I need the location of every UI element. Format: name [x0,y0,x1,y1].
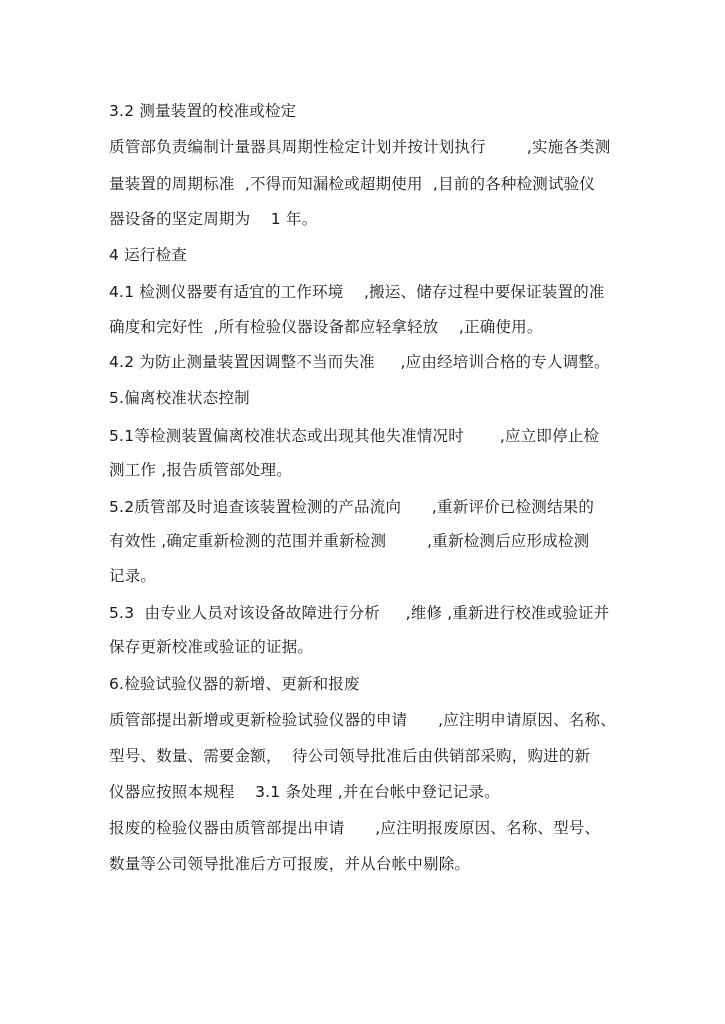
paragraph-line: 4.1 检测仪器要有适宜的工作环境 ,搬运、储存过程中要保证装置的准 [109,283,605,301]
paragraph-line: 5.2质管部及时追查该装置检测的产品流向 ,重新评价已检测结果的 [109,498,595,516]
paragraph-line: 质管部提出新增或更新检验试验仪器的申请 ,应注明申请原因、名称、 [109,711,616,729]
paragraph-line: 5.3 由专业人员对该设备故障进行分析 ,维修 ,重新进行校准或验证并 [109,604,610,622]
paragraph-line: 型号、数量、需要金额， 待公司领导批准后由供销部采购，购进的新 [109,747,591,765]
paragraph-line: 数量等公司领导批准后方可报废，并从台帐中剔除。 [109,855,471,873]
paragraph-line: 量装置的周期标准 ,不得而知漏检或超期使用 ,目前的各种检测试验仪 [109,175,596,193]
paragraph-line: 器设备的坚定周期为 1 年。 [109,210,318,228]
paragraph-line: 质管部负责编制计量器具周期性检定计划并按计划执行 ,实施各类测 [109,138,611,156]
section-heading-5: 5.偏离校准状态控制 [109,389,250,407]
section-heading-3-2: 3.2 测量装置的校准或检定 [109,102,297,120]
section-heading-6: 6.检验试验仪器的新增、更新和报废 [109,675,360,693]
paragraph-line: 有效性 ,确定重新检测的范围并重新检测 ,重新检测后应形成检测 [109,532,590,550]
paragraph-line: 测工作 ,报告质管部处理。 [109,461,292,479]
paragraph-line: 报废的检验仪器由质管部提出申请 ,应注明报废原因、名称、型号、 [109,819,601,837]
paragraph-line: 4.2 为防止测量装置因调整不当而失准 ,应由经培训合格的专人调整。 [109,353,610,371]
paragraph-line: 记录。 [109,567,157,585]
paragraph-line: 保存更新校准或验证的证据。 [109,638,314,656]
paragraph-line: 仪器应按照本规程 3.1 条处理 ,并在台帐中登记记录。 [109,783,500,801]
section-heading-4: 4 运行检查 [109,246,187,264]
paragraph-line: 5.1等检测装置偏离校准状态或出现其他失准情况时 ,应立即停止检 [109,427,600,445]
paragraph-line: 确度和完好性 ,所有检验仪器设备都应轻拿轻放 ,正确使用。 [109,318,543,336]
